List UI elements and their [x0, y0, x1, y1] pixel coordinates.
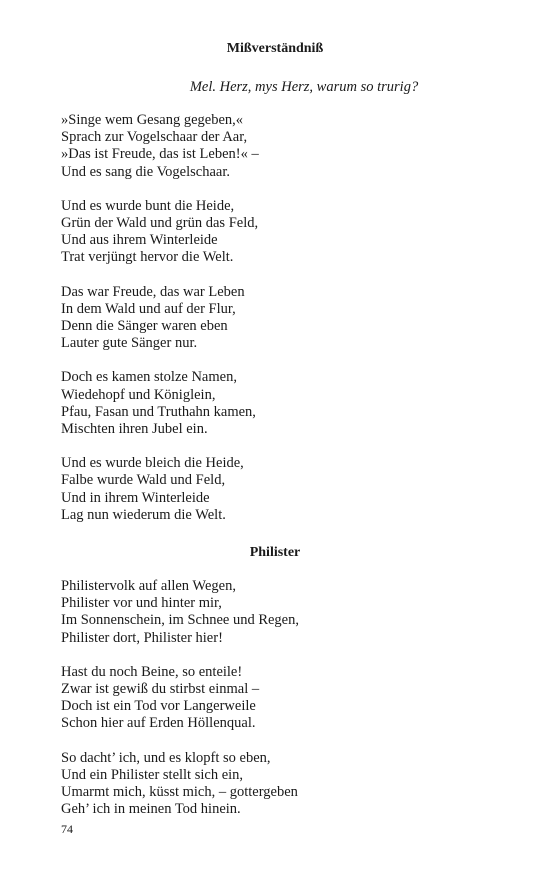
poem-line: So dacht’ ich, und es klopft so eben,: [61, 749, 271, 766]
stanza: [61, 369, 489, 438]
poem-line: »Singe wem Gesang gegeben,«: [61, 112, 244, 128]
poem-line: Umarmt mich, küsst mich, – gottergeben: [61, 784, 298, 801]
stanza: [61, 284, 489, 353]
stanza: [61, 578, 489, 647]
poem-line: In dem Wald und auf der Flur,: [61, 300, 236, 317]
poem-subtitle: Mel. Herz, mys Herz, warum so trurig?: [189, 79, 419, 95]
stanza: [61, 664, 489, 733]
poem-line: Pfau, Fasan und Truthahn kamen,: [61, 403, 256, 420]
poem-title: Mißverständniß: [226, 41, 324, 56]
poem-line: Das war Freude, das war Leben: [61, 283, 245, 300]
stanza: [61, 455, 489, 524]
poem-line: Lag nun wiederum die Welt.: [61, 506, 226, 523]
poem-line: Doch ist ein Tod vor Langerweile: [61, 698, 256, 715]
poem-line: Und ein Philister stellt sich ein,: [61, 766, 244, 783]
poem-line: Im Sonnenschein, im Schnee und Regen,: [61, 612, 299, 629]
poem-line: Philistervolk auf allen Wegen,: [61, 578, 236, 595]
poem-line: Und es wurde bleich die Heide,: [61, 455, 244, 472]
stanza: [61, 750, 489, 819]
poem-line: Philister dort, Philister hier!: [61, 629, 223, 646]
poem-line: Philister vor und hinter mir,: [61, 595, 222, 612]
poem-line: Grün der Wald und grün das Feld,: [61, 215, 259, 232]
poem-line: Falbe wurde Wald und Feld,: [61, 472, 226, 489]
poem-line: »Das ist Freude, das ist Leben!« –: [61, 146, 259, 163]
poem-line: Geh’ ich in meinen Tod hinein.: [61, 801, 241, 818]
poem-line: Hast du noch Beine, so enteile!: [61, 663, 243, 680]
poem-line: Zwar ist gewiß du stirbst einmal –: [61, 681, 260, 698]
poem-line: Trat verjüngt hervor die Welt.: [61, 249, 234, 266]
poem-line: Und es sang die Vogelschaar.: [61, 163, 231, 180]
poem-line: Denn die Sänger waren eben: [61, 318, 228, 335]
poem-line: Und in ihrem Winterleide: [61, 489, 210, 506]
stanza: [61, 198, 489, 267]
poem-line: Schon hier auf Erden Höllenqual.: [61, 715, 256, 732]
poem-line: Mischten ihren Jubel ein.: [61, 421, 208, 438]
page-content: [61, 40, 489, 836]
poem-line: Doch es kamen stolze Namen,: [61, 369, 237, 386]
poem-title: Philister: [249, 545, 301, 561]
poem-line: Und aus ihrem Winterleide: [61, 232, 218, 249]
poem-line: Lauter gute Sänger nur.: [61, 335, 198, 352]
poem-line: Wiedehopf und Königlein,: [61, 386, 216, 403]
stanza: [61, 112, 489, 181]
poem-line: Und es wurde bunt die Heide,: [61, 197, 235, 214]
page-number: 74: [61, 822, 73, 836]
poem-line: Sprach zur Vogelschaar der Aar,: [61, 129, 248, 146]
